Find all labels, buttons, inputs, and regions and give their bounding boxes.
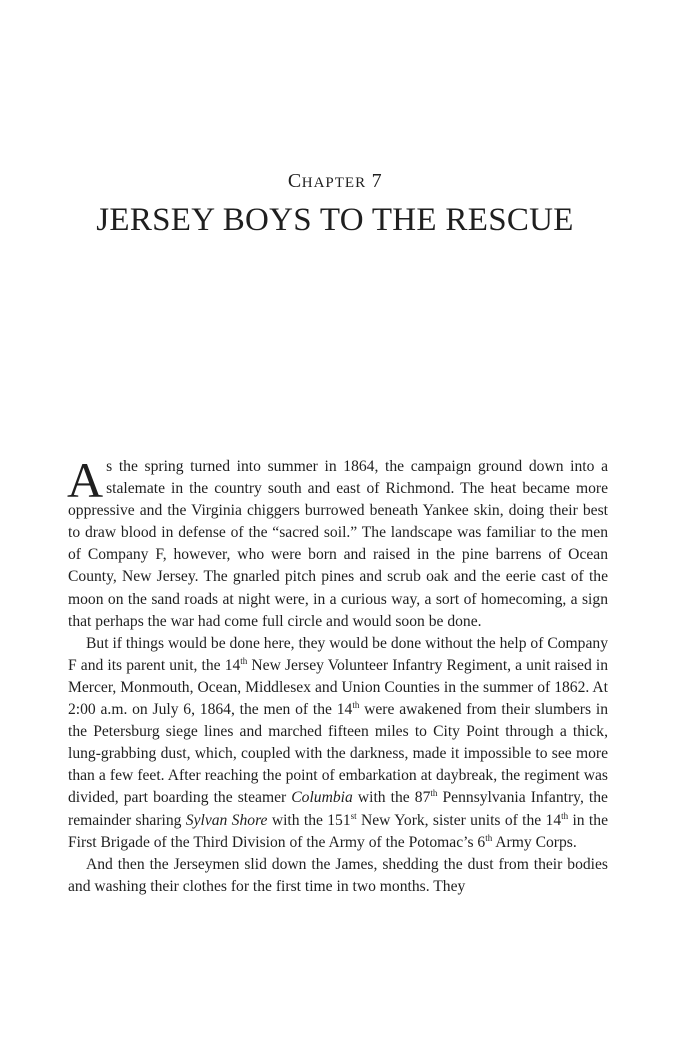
p2-segment-6: with the 151 [267,811,351,829]
p2-segment-8: in the First Brigade of the Third Division of the Army of the Potomac’s 6 [68,811,608,851]
paragraph-3-text: And then the Jerseymen slid down the James, shedding the dust from their bodies and washing their clothes for the first time in two months. They [68,855,608,895]
p2-segment-4: with the 87 [352,789,431,807]
paragraph-2 [68,633,608,854]
chapter-label-rest: HAPTER [301,175,367,191]
paragraph-3 [68,854,608,898]
p2-superscript-5: th [561,810,569,821]
p2-segment-9: Army Corps. [492,833,577,851]
ship-name-sylvan-shore: Sylvan Shore [185,811,268,829]
chapter-label-initial: C [287,170,302,192]
p2-superscript-1: th [240,655,248,666]
p2-superscript-4: st [350,810,357,821]
p2-superscript-6: th [485,832,493,843]
p2-superscript-3: th [430,788,438,799]
paragraph-1 [67,452,608,633]
chapter-number: 7 [371,170,383,192]
p2-superscript-2: th [352,700,360,711]
p2-segment-5: Pennsylvania Infantry, the remainder sharing [68,789,608,829]
p2-segment-2: New Jersey Volunteer Infantry Regiment, a unit raised in Mercer, Monmouth, Ocean, Middlesex and Union Counties in the summer of 1862. At 2:00 a.m. on July 6, 1864, the men of the 14 [68,656,608,719]
chapter-title: JERSEY BOYS TO THE RESCUE [96,202,574,238]
chapter-number-label [0,170,670,193]
p2-segment-7: New York, sister units of the 14 [356,811,562,829]
drop-cap: A [67,452,104,508]
p2-segment-1: But if things would be done here, they would be done without the help of Company F and its parent unit, the 14 [68,634,608,674]
p2-segment-3: were awakened from their slumbers in the Petersburg siege lines and marched fifteen miles to City Point through a thick, lung-grabbing dust, which, coupled with the darkness, made it impossible to see more than a few feet. After reaching the point of embarkation at daybreak, the regiment was divided, part boarding the steamer [68,701,608,807]
paragraph-1-text: s the spring turned into summer in 1864, the campaign ground down into a stalemate in the country south and east of Richmond. The heat became more oppressive and the Virginia chiggers burrowed beneath Yankee skin, doing their best to draw blood in defense of the “sacred soil.” The landscape was familiar to the men of Company F, however, who were born and raised in the pine barrens of Ocean County, New Jersey. The gnarled pitch pines and scrub oak and the eerie cast of the moon on the sand roads at night were, in a curious way, a sort of homecoming, a sign that perhaps the war had come full circle and would soon be done. [68,458,608,630]
chapter-body [67,452,608,898]
ship-name-columbia: Columbia [291,789,353,807]
